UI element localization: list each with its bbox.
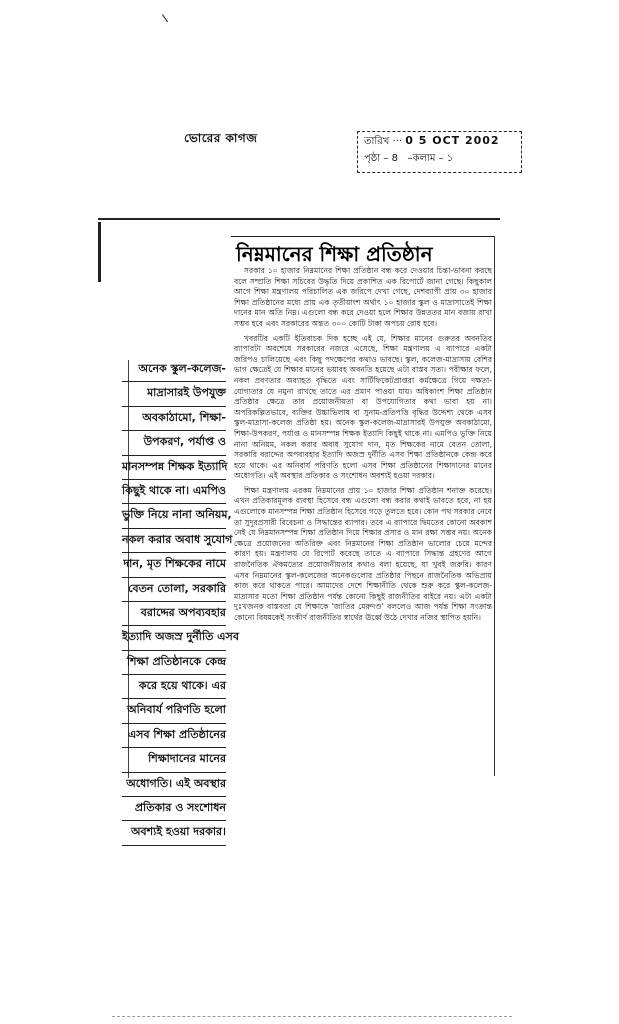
pull-quote-line: অনেক স্কুল-কলেজ- [122,358,226,382]
stamp-column-value: ১ [446,153,454,164]
clipping-left-edge [98,222,119,282]
pull-quote-line: প্রতিকার ও সংশোধন [122,797,226,821]
pull-quote-line: নকল করার অবাধ সুযোগ [122,529,226,553]
pull-quote [122,358,239,846]
article-paragraph: সরকার ১০ হাজার নিম্নমানের শিক্ষা প্রতিষ্ঠান বন্ধ করে দেওয়ার চিন্তা-ভাবনা করছে বলে সম্প্রতি শিক্ষা সচিবের উদ্ধৃতি দিয়ে প্রকাশিত এক রিপোর্টে জানা গেছে। কিছুকাল আগে শিক্ষা মন্ত্রণালয় পরিচালিত এক জরিপে দেখা গেছে, দেশব্যাপী প্রায় ৩০ হাজার শিক্ষা প্রতিষ্ঠানের মধ্যে প্রায় এক তৃতীয়াংশ অর্থাৎ ১০ হাজার স্কুল ও মাদ্রাসাতেই শিক্ষা দানের মান অতি নিম্ন। এগুলো বন্ধ করে দেওয়া হলে শিক্ষার উন্নততর মান বজায় রাখা সম্ভব হবে এবং সরকারের অন্তত ৩০০ কোটি টাকা অপচয় রোধ হবে। [234,266,492,328]
stamp-page-row: পৃষ্ঠা – 8 –কলাম – ১ [364,153,454,164]
pull-quote-line: কিছুই থাকে না। এমপিও [122,480,226,504]
pull-quote-line: দান, মৃত শিক্ষকের নামে [122,553,226,577]
article-headline: নিম্নমানের শিক্ষা প্রতিষ্ঠান [236,242,433,266]
pull-quote-line: অবকাঠামো, শিক্ষা- [122,407,226,431]
pull-quote-line: করে হয়ে থাকে। এর [122,675,226,699]
pull-quote-line: অনিবার্য পরিণতি হলো [122,699,226,723]
date-stamp [357,131,522,173]
pull-quote-line: অবশ্যই হওয়া দরকার। [122,821,226,845]
pull-quote-line: বরাদ্দের অপব্যবহার [122,602,226,626]
pull-quote-line: মাদ্রাসারই উপযুক্ত [122,382,226,406]
pull-quote-line: মানসম্পন্ন শিক্ষক ইত্যাদি [122,456,226,480]
stamp-page-value: 8 [391,153,398,164]
article-paragraph: খবরটির একটি ইতিবাচক দিক হচ্ছে এই যে, শিক্ষার মানের গুরুতর অবনতির ব্যাপারটা অবশেষে সরকারের নজরে এসেছে, শিক্ষা মন্ত্রণালয় এ ব্যাপারে একটা জরিপও চালিয়েছে এবং কিছু পদক্ষেপের কথাও ভাবছে। স্কুল, কলেজ-মাদ্রাসায় বেশির ভাগ ক্ষেত্রেই যে শিক্ষার মানের ভয়াবহ অবনতি হয়েছে এটা বাস্তব সত্য। পরীক্ষার ফলে, নকল প্রবণতার অব্যাহত বৃদ্ধিতে এবং সার্টিফিকেটপ্রাপ্তরা কর্মক্ষেত্রে গিয়ে দক্ষতা-যোগ্যতার যে নমুনা রাখছে তাতে এর প্রমাণ পাওয়া যায়। অধিকাংশ শিক্ষা প্রতিষ্ঠান প্রতিষ্ঠার ক্ষেত্রে তার প্রয়োজনীয়তা বা উপযোগিতার কথা ভাবা হয় না। অপরিকল্পিতভাবে, ব্যক্তির উচ্চাভিলাষ বা সুনাম-প্রতিপত্তি বৃদ্ধির উদ্দেশ্য থেকে এসব স্কুল-মাদ্রাসা-কলেজ প্রতিষ্ঠা হয়। অনেক স্কুল-কলেজ-মাদ্রাসারই উপযুক্ত অবকাঠামো, শিক্ষা-উপকরণ, পর্যাপ্ত ও মানসম্পন্ন শিক্ষক ইত্যাদি কিছুই থাকে না। এমপিও ভুক্তি নিয়ে নানা অনিয়ম, নকল করার অবাধ সুযোগ দান, মৃত শিক্ষকের নামে বেতন তোলা, সরকারি বরাদ্দের অপব্যবহার ইত্যাদি অজস্র দুর্নীতি এসব শিক্ষা প্রতিষ্ঠানকে কেন্দ্র করে হয়ে থাকে। এর অনিবার্য পরিণতি হলো এসব শিক্ষা প্রতিষ্ঠানের শিক্ষাদানের মানের অধোগতি। এই অবস্থার প্রতিকার ও সংশোধন অবশ্যই হওয়া দরকার। [234,333,492,481]
column-rule-right [494,236,495,776]
pull-quote-line: অধোগতি। এই অবস্থার [122,773,226,797]
stamp-date-label: তারিখ [364,136,390,147]
pull-quote-line: শিক্ষা প্রতিষ্ঠানকে কেন্দ্র [122,651,226,675]
pull-quote-line: ইত্যাদি অজস্র দুর্নীতি এসব [122,626,226,650]
pull-quote-line: বেতন তোলা, সরকারি [122,578,226,602]
article-paragraph: শিক্ষা মন্ত্রণালয় এরকম নিম্নমানের প্রায় ১০ হাজার শিক্ষা প্রতিষ্ঠান শনাক্ত করেছে। এখন প্রতিকারমূলক ব্যবস্থা হিসেবে বন্ধ এগুলো বন্ধ করার কথাই ভাবতে হবে, না হয় এগুলোকে মানসম্পন্ন শিক্ষা প্রতিষ্ঠান হিসেবে গড়ে তুলতে হবে। কোন পথ সরকার নেবে তা সুদূরপ্রসারী বিবেচনা ও সিদ্ধান্তের ব্যাপার। তবে এ ব্যাপারে দ্বিমতের কোনো অবকাশ নেই যে নিম্নমানসম্পন্ন শিক্ষা প্রতিষ্ঠান দিয়ে শিক্ষার প্রসার ও মান রক্ষা সম্ভব নয়। অনেক ক্ষেত্রে প্রয়োজনের অতিরিক্ত এবং নিম্নমানের শিক্ষা প্রতিষ্ঠান ভালোর চেয়ে মন্দের কারণ হয়। মন্ত্রণালয় যে রিপোর্ট করেছে তাতে এ ব্যাপারে সিদ্ধান্ত গ্রহণের আগে রাজনৈতিক ঐকমত্যের প্রয়োজনীয়তার কথাও বলা হয়েছে, যা খুবই জরুরি। কারণ এসব নিম্নমানের স্কুল-কলেজের অনেকগুলোর প্রতিষ্ঠার পিছনে রাজনৈতিক অভিপ্রায় কাজ করে থাকতে পারে। আমাদের দেশে শিক্ষানীতি থেকে শুরু করে স্কুল-কলেজ-মাদ্রাসার মতো শিক্ষা প্রতিষ্ঠান পর্যন্ত কোনো কিছুই রাজনীতির বাইরে নয়। এটা একটা দুঃখজনক বাস্তবতা যে শিক্ষাকে 'জাতির মেরুদণ্ড' বললেও আজ পর্যন্ত শিক্ষা সংক্রান্ত কোনো বিষয়কেই সংকীর্ণ রাজনীতির স্বার্থের ঊর্ধ্বে উঠে দেখার নজির স্থাপিত হয়নি। [234,485,492,622]
stamp-date-row: তারিখ ··· 0 5 OCT 2002 [364,134,500,147]
pull-quote-line: এসব শিক্ষা প্রতিষ্ঠানের [122,724,226,748]
headline-rule [231,236,495,237]
newspaper-name: ভোরের কাগজ [184,131,258,145]
pull-quote-line: উপকরণ, পর্যাপ্ত ও [122,431,226,455]
article-body [234,266,492,628]
stamp-date-value: 0 5 OCT 2002 [405,134,500,147]
clipping-torn-edge [98,218,500,228]
stamp-column-label: কলাম [412,153,436,164]
stamp-page-label: পৃষ্ঠা [364,153,381,164]
pull-quote-line: শিক্ষাদানের মানের [122,748,226,772]
scan-edge-artifact [112,1016,512,1018]
scan-speck [162,11,173,22]
pull-quote-line: ভুক্তি নিয়ে নানা অনিয়ম, [122,504,226,528]
